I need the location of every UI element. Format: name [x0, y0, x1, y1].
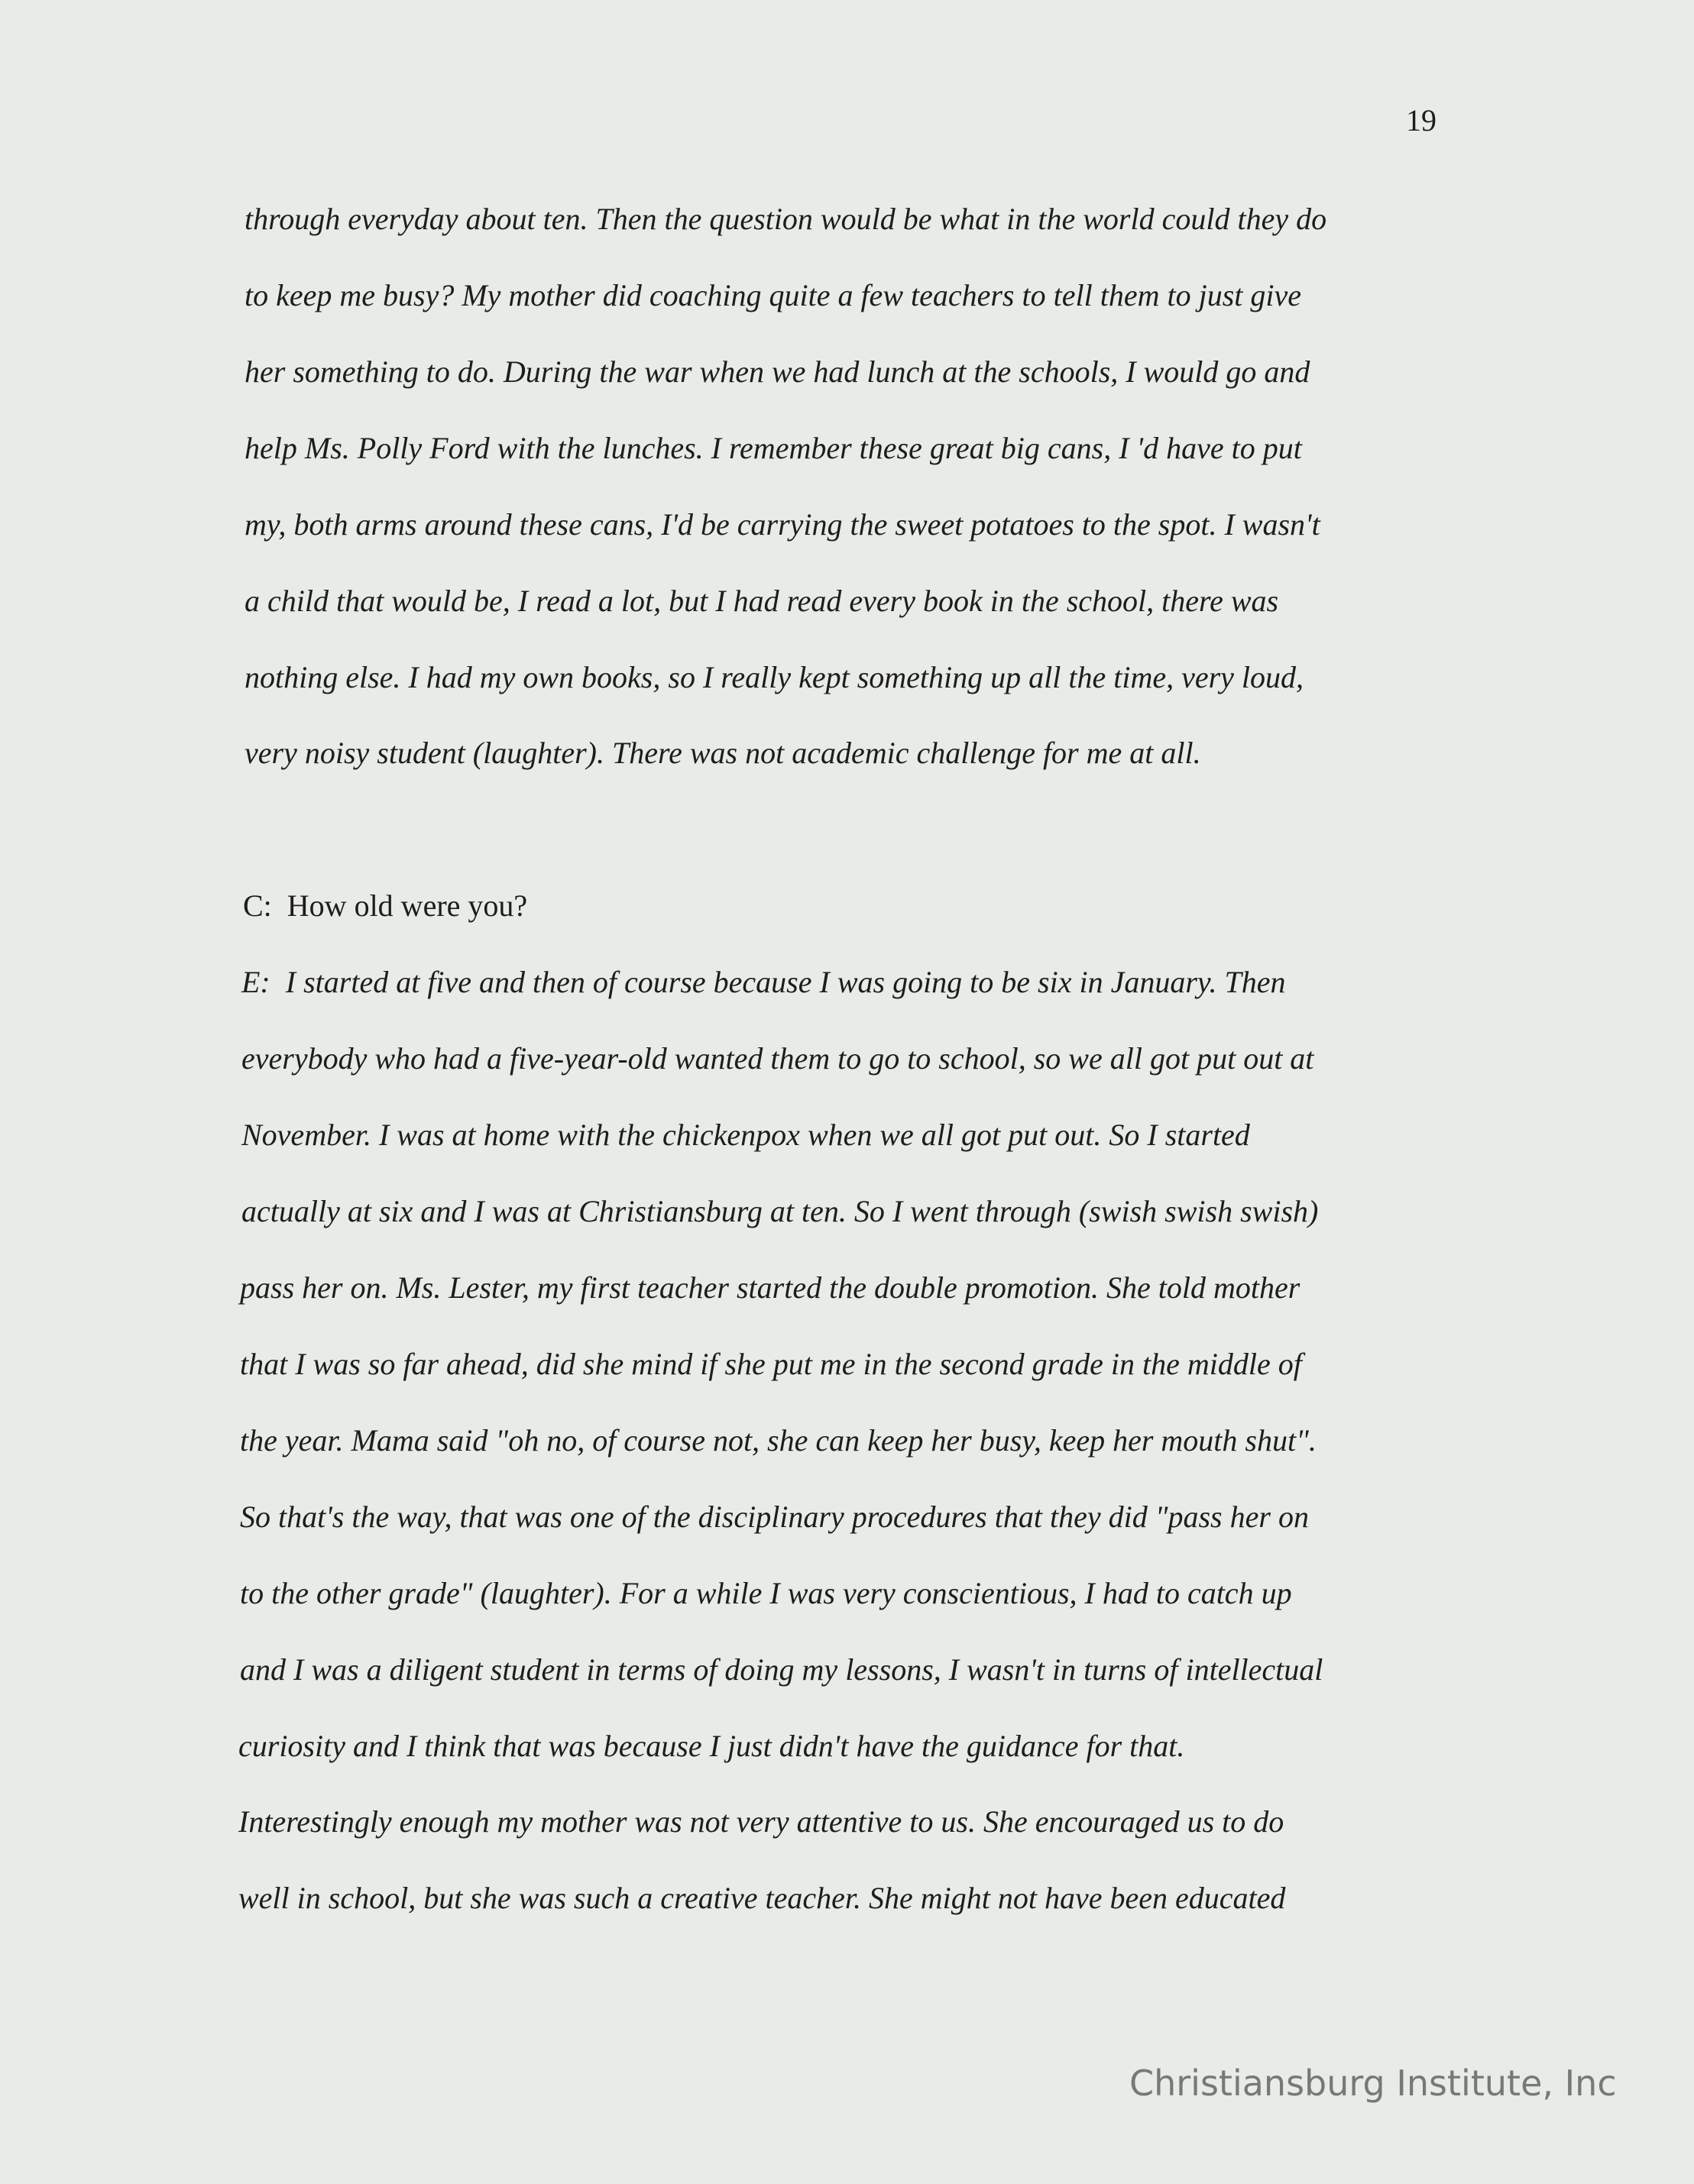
text-line: November. I was at home with the chickenpox when we all got put out. So I started — [241, 1118, 1250, 1152]
text-line: nothing else. I had my own books, so I really kept something up all the time, very loud, — [245, 660, 1304, 694]
question-line — [243, 888, 527, 924]
text-line: her something to do. During the war when we had lunch at the schools, I would go and — [245, 354, 1310, 389]
text-line: everybody who had a five-year-old wanted them to go to school, so we all got put out at — [241, 1041, 1314, 1076]
text-line: curiosity and I think that was because I just didn't have the guidance for that. — [238, 1729, 1185, 1763]
text-line: that I was so far ahead, did she mind if she put me in the second grade in the middle of — [240, 1347, 1302, 1381]
text-line: well in school, but she was such a creative teacher. She might not have been educated — [238, 1881, 1286, 1915]
text-line: help Ms. Polly Ford with the lunches. I remember these great big cans, I 'd have to put — [245, 431, 1302, 465]
text-line: through everyday about ten. Then the question would be what in the world could they do — [245, 202, 1327, 236]
page-number: 19 — [1406, 103, 1436, 138]
question-text: How old were you? — [287, 888, 528, 923]
text-line: actually at six and I was at Christiansburg at ten. So I went through (swish swish swish) — [241, 1194, 1319, 1228]
text-line: my, both arms around these cans, I'd be carrying the sweet potatoes to the spot. I wasn't — [245, 507, 1320, 542]
watermark: Christiansburg Institute, Inc — [1129, 2063, 1617, 2104]
text-line: to the other grade" (laughter). For a while I was very conscientious, I had to catch up — [240, 1576, 1292, 1610]
text-line: a child that would be, I read a lot, but I had read every book in the school, there was — [245, 584, 1279, 618]
text-line: Interestingly enough my mother was not very attentive to us. She encouraged us to do — [238, 1804, 1284, 1839]
text-line: and I was a diligent student in terms of doing my lessons, I wasn't in turns of intellectual — [240, 1652, 1323, 1687]
text-line: I started at five and then of course because I was going to be six in January. Then — [285, 965, 1286, 999]
text-line: to keep me busy? My mother did coaching quite a few teachers to tell them to just give — [245, 278, 1301, 312]
text-line: pass her on. Ms. Lester, my first teacher started the double promotion. She told mother — [240, 1270, 1300, 1305]
text-line: So that's the way, that was one of the disciplinary procedures that they did "pass her on — [240, 1500, 1309, 1534]
text-line: very noisy student (laughter). There was not academic challenge for me at all. — [245, 736, 1201, 770]
text-line: the year. Mama said "oh no, of course not, she can keep her busy, keep her mouth shut". — [240, 1423, 1317, 1458]
answer-first-line — [241, 964, 1285, 1001]
speaker-label: C: — [243, 888, 272, 923]
speaker-label: E: — [241, 965, 270, 999]
